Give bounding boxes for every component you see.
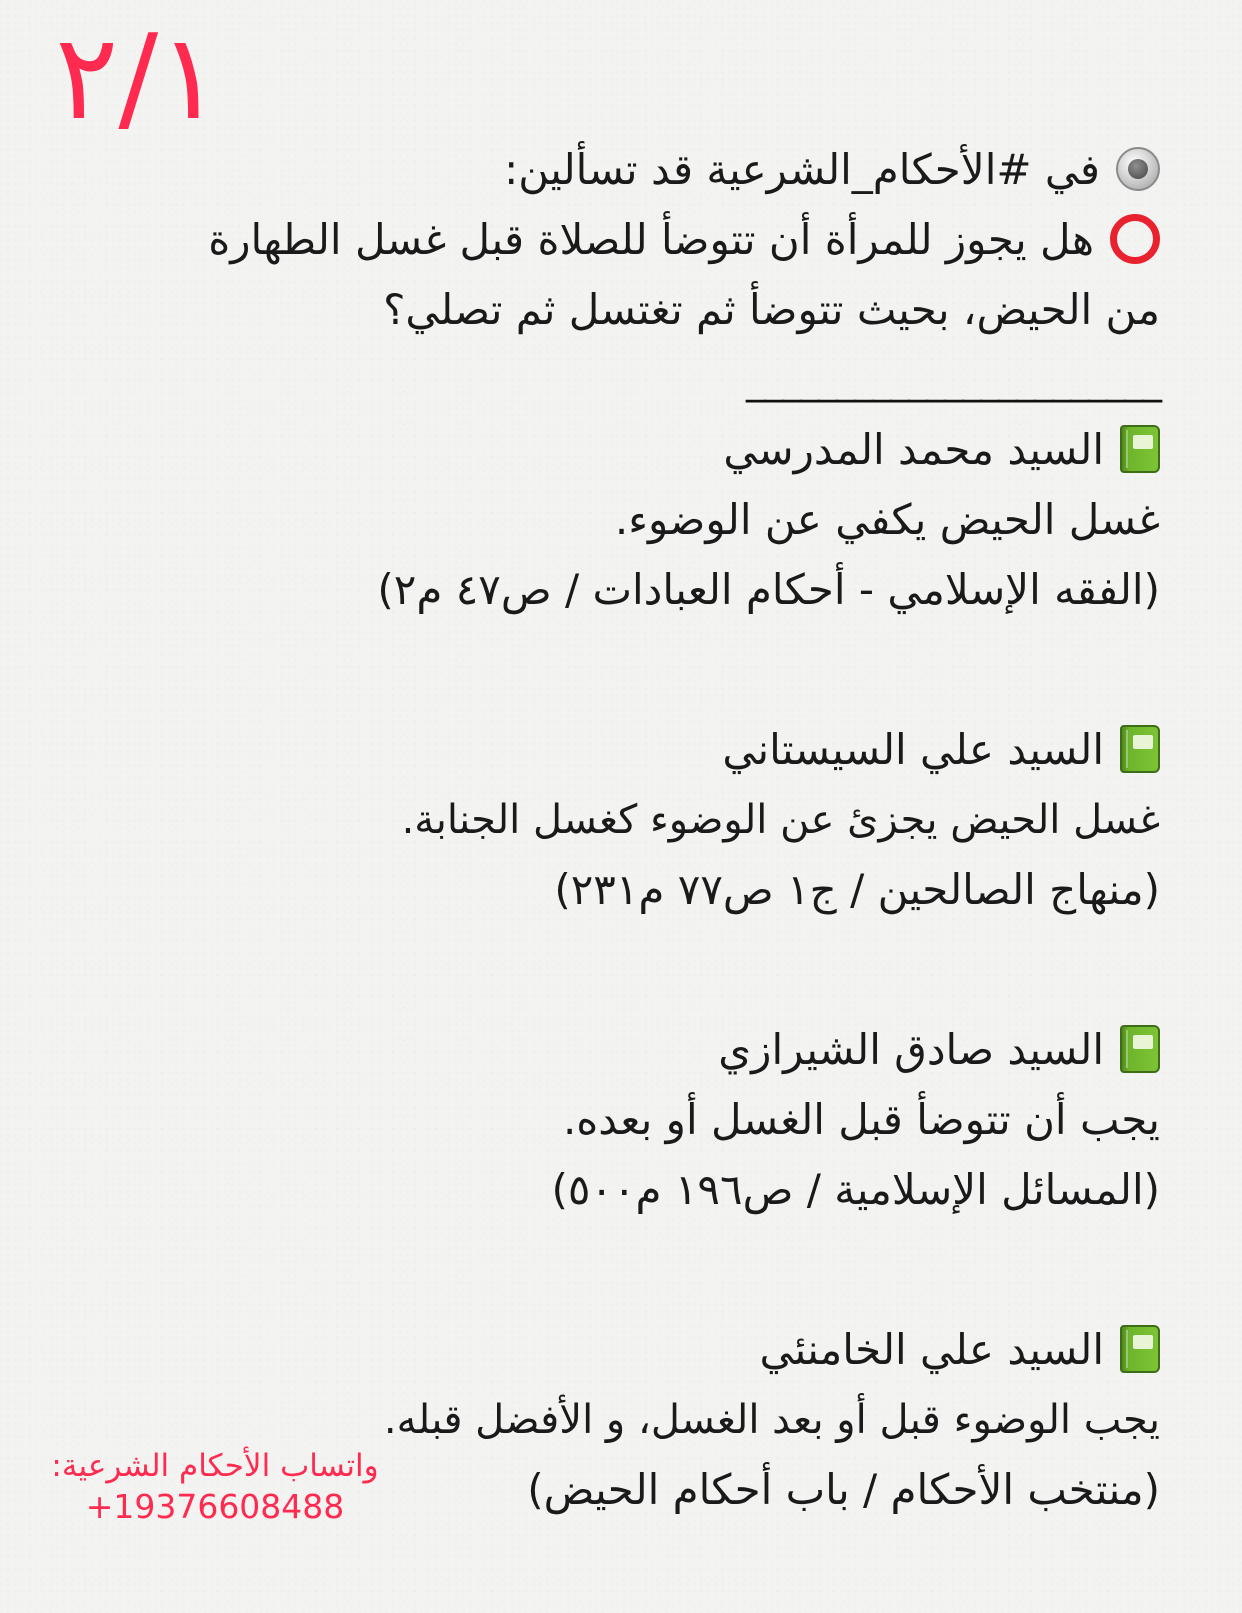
topic-text: في #الأحكام_الشرعية قد تسألين:	[504, 145, 1100, 194]
divider: _______________________	[746, 357, 1160, 403]
source-reference: (المسائل الإسلامية / ص١٩٦ م٥٠٠)	[551, 1165, 1160, 1214]
source-reference: (منهاج الصالحين / ج١ ص٧٧ م٢٣١)	[554, 865, 1160, 914]
spacer	[80, 1225, 1160, 1295]
scholar-name: السيد علي السيستاني	[722, 725, 1104, 774]
scholar-heading	[80, 1315, 1160, 1385]
scholar-name: السيد محمد المدرسي	[723, 425, 1104, 474]
post-content	[80, 135, 1160, 1525]
spacer	[80, 625, 1160, 695]
ruling-text: غسل الحيض يكفي عن الوضوء.	[614, 495, 1160, 544]
spacer	[80, 1295, 1160, 1315]
ruling-text: يجب الوضوء قبل أو بعد الغسل، و الأفضل قبله.	[383, 1397, 1160, 1443]
contact-label: واتساب الأحكام الشرعية:	[51, 1448, 379, 1484]
scholar-heading	[80, 715, 1160, 785]
question-text-1: هل يجوز للمرأة أن تتوضأ للصلاة قبل غسل الطهارة	[208, 215, 1094, 264]
whatsapp-contact	[50, 1446, 380, 1528]
question-line-1	[80, 205, 1160, 275]
scholar-name: السيد صادق الشيرازي	[718, 1025, 1104, 1074]
question-line-2	[80, 275, 1160, 345]
scholar-heading	[80, 1015, 1160, 1085]
spacer	[80, 995, 1160, 1015]
red-circle-icon	[1110, 214, 1160, 264]
spacer	[80, 695, 1160, 715]
green-book-icon	[1120, 725, 1160, 773]
question-text-2: من الحيض، بحيث تتوضأ ثم تغتسل ثم تصلي؟	[383, 285, 1160, 334]
contact-phone-number[interactable]: +19376608488	[85, 1487, 345, 1526]
topic-line	[80, 135, 1160, 205]
green-book-icon	[1120, 1025, 1160, 1073]
ruling-text: غسل الحيض يجزئ عن الوضوء كغسل الجنابة.	[401, 797, 1160, 843]
source-reference: (منتخب الأحكام / باب أحكام الحيض)	[527, 1465, 1160, 1514]
green-book-icon	[1120, 425, 1160, 473]
page-number: ٢/١	[55, 8, 222, 146]
ruling-text: يجب أن تتوضأ قبل الغسل أو بعده.	[562, 1095, 1160, 1144]
scholar-heading	[80, 415, 1160, 485]
scholar-name: السيد علي الخامنئي	[759, 1325, 1104, 1374]
radio-button-icon	[1116, 147, 1160, 191]
source-reference: (الفقه الإسلامي - أحكام العبادات / ص٤٧ م٢)	[377, 565, 1160, 614]
spacer	[80, 925, 1160, 995]
green-book-icon	[1120, 1325, 1160, 1373]
